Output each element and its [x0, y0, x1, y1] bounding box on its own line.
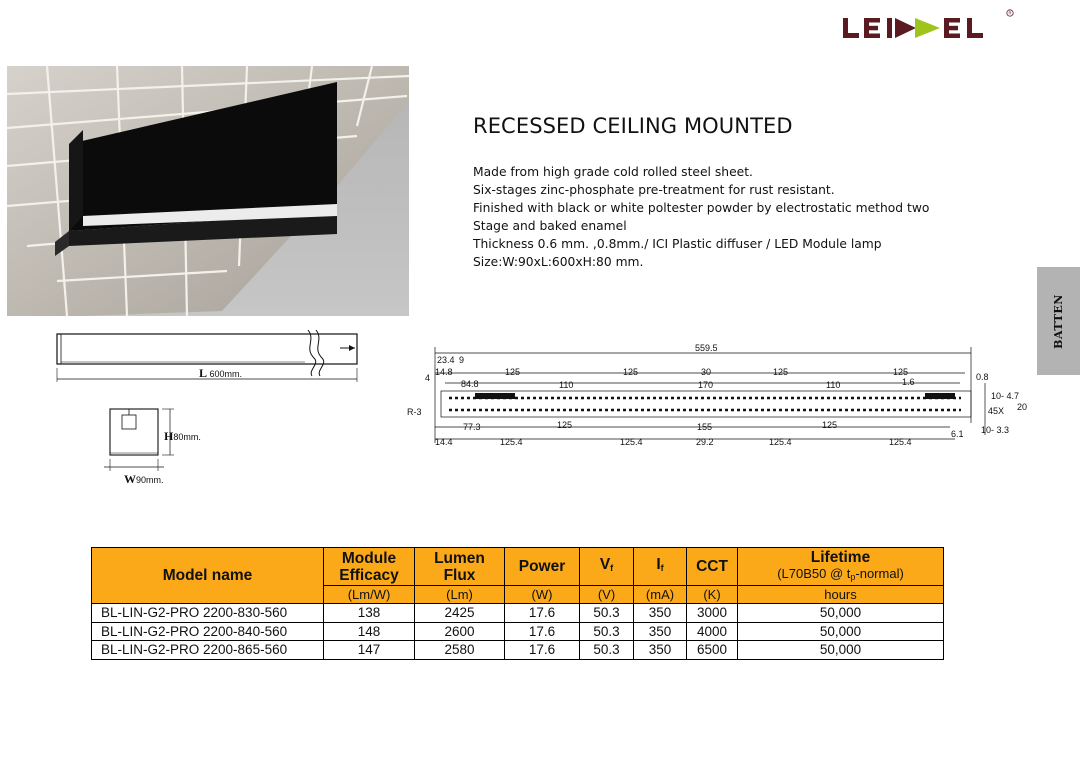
unit-cell: (Lm/W): [324, 586, 415, 604]
end-view-svg: [100, 405, 230, 490]
description-line: Six-stages zinc-phosphate pre-treatment for rust resistant.: [473, 183, 835, 197]
cell-model: BL-LIN-G2-PRO 2200-840-560: [92, 622, 324, 641]
svg-text:R: R: [1008, 10, 1012, 16]
table-row: [92, 641, 944, 660]
pcb-dim: 14.4: [435, 437, 453, 447]
col-lifetime: Lifetime (L70B50 @ $t_p-normal$): [738, 548, 944, 586]
pcb-dim: 125: [505, 367, 521, 377]
pcb-dim: 125.4: [769, 437, 792, 447]
cell-cct: 6500: [687, 641, 738, 660]
cell-efficacy: 138: [324, 604, 415, 623]
pcb-dim: 125.4: [500, 437, 523, 447]
description-line: Finished with black or white poltester powder by electrostatic method two: [473, 201, 930, 215]
description-line: Thickness 0.6 mm. ,0.8mm./ ICI Plastic diffuser / LED Module lamp: [473, 237, 882, 251]
cell-if: 350: [634, 641, 687, 660]
pcb-dim: 170: [698, 380, 714, 390]
col-power: Power: [505, 548, 580, 586]
pcb-dim: 77.3: [463, 422, 481, 432]
pcb-dimension-drawing: [405, 343, 1030, 451]
pcb-dim: 23.4: [437, 355, 455, 365]
pcb-dim: 6.1: [951, 429, 964, 439]
product-description: [473, 163, 943, 271]
pcb-dim: 9: [459, 355, 465, 365]
height-label: H80mm.: [164, 429, 201, 443]
description-line: Made from high grade cold rolled steel sheet.: [473, 165, 753, 179]
end-view-drawing: [100, 405, 230, 490]
side-view-drawing: [50, 328, 370, 386]
unit-cell: (K): [687, 586, 738, 604]
cell-vf: 50.3: [580, 622, 634, 641]
pcb-dim: 125.4: [889, 437, 912, 447]
spec-table: [91, 547, 944, 660]
pcb-dim: 30: [701, 367, 712, 377]
cell-lifetime: 50,000: [738, 641, 944, 660]
cell-vf: 50.3: [580, 641, 634, 660]
pcb-dim: 14.8: [435, 367, 453, 377]
unit-cell: (V): [580, 586, 634, 604]
cell-lifetime: 50,000: [738, 604, 944, 623]
ledel-logo: [840, 8, 1020, 44]
unit-cell: (Lm): [415, 586, 505, 604]
side-tab-label: BATTEN: [1052, 293, 1065, 349]
pcb-dim: 20: [1017, 402, 1028, 412]
length-label: L 600mm.: [199, 366, 243, 380]
cell-power: 17.6: [505, 622, 580, 641]
pcb-dim: 10- 3.3: [981, 425, 1010, 435]
cell-flux: 2580: [415, 641, 505, 660]
pcb-dim: 84.8: [461, 379, 479, 389]
pcb-dim: 29.2: [696, 437, 714, 447]
col-vf: $V_f$: [580, 548, 634, 586]
unit-cell: (W): [505, 586, 580, 604]
cell-model: BL-LIN-G2-PRO 2200-865-560: [92, 641, 324, 660]
col-if: $I_f$: [634, 548, 687, 586]
description-line: Stage and baked enamel: [473, 219, 627, 233]
cell-power: 17.6: [505, 641, 580, 660]
cell-cct: 3000: [687, 604, 738, 623]
pcb-outline-svg: [405, 343, 1030, 451]
pcb-dim: 155: [697, 422, 713, 432]
pcb-dim: 125: [822, 420, 838, 430]
cell-efficacy: 147: [324, 641, 415, 660]
unit-cell: hours: [738, 586, 944, 604]
pcb-dim: 125: [557, 420, 573, 430]
pcb-dim: 125: [623, 367, 639, 377]
cell-if: 350: [634, 604, 687, 623]
pcb-dim: 0.8: [976, 372, 989, 382]
cell-efficacy: 148: [324, 622, 415, 641]
pcb-dim: 1.6: [902, 377, 915, 387]
col-cct: CCT: [687, 548, 738, 586]
cell-cct: 4000: [687, 622, 738, 641]
pcb-dim: 110: [559, 380, 574, 390]
pcb-dim: 125: [773, 367, 789, 377]
pcb-total-length: 559.5: [695, 343, 718, 353]
product-photo: [7, 66, 409, 316]
cell-vf: 50.3: [580, 604, 634, 623]
cell-flux: 2425: [415, 604, 505, 623]
table-row: [92, 604, 944, 623]
col-efficacy: Module Efficacy: [324, 548, 415, 586]
description-line: Size:W:90xL:600xH:80 mm.: [473, 255, 644, 269]
batten-category-tab[interactable]: [1037, 267, 1080, 375]
unit-cell: (mA): [634, 586, 687, 604]
pcb-dim: 125.4: [620, 437, 643, 447]
cell-if: 350: [634, 622, 687, 641]
pcb-dim: 125: [893, 367, 909, 377]
pcb-dim: 110: [826, 380, 841, 390]
cell-power: 17.6: [505, 604, 580, 623]
cell-flux: 2600: [415, 622, 505, 641]
width-label: W90mm.: [124, 472, 164, 486]
product-heading: RECESSED CEILING MOUNTED: [473, 114, 793, 138]
pcb-dim: 10- 4.7: [991, 391, 1020, 401]
cell-lifetime: 50,000: [738, 622, 944, 641]
table-row: [92, 622, 944, 641]
pcb-dim: 4: [425, 373, 431, 383]
pcb-dim: R-3: [407, 407, 422, 417]
col-flux: Lumen Flux: [415, 548, 505, 586]
col-model-name: Model name: [92, 548, 324, 604]
pcb-dim: 45X: [988, 406, 1005, 416]
cell-model: BL-LIN-G2-PRO 2200-830-560: [92, 604, 324, 623]
